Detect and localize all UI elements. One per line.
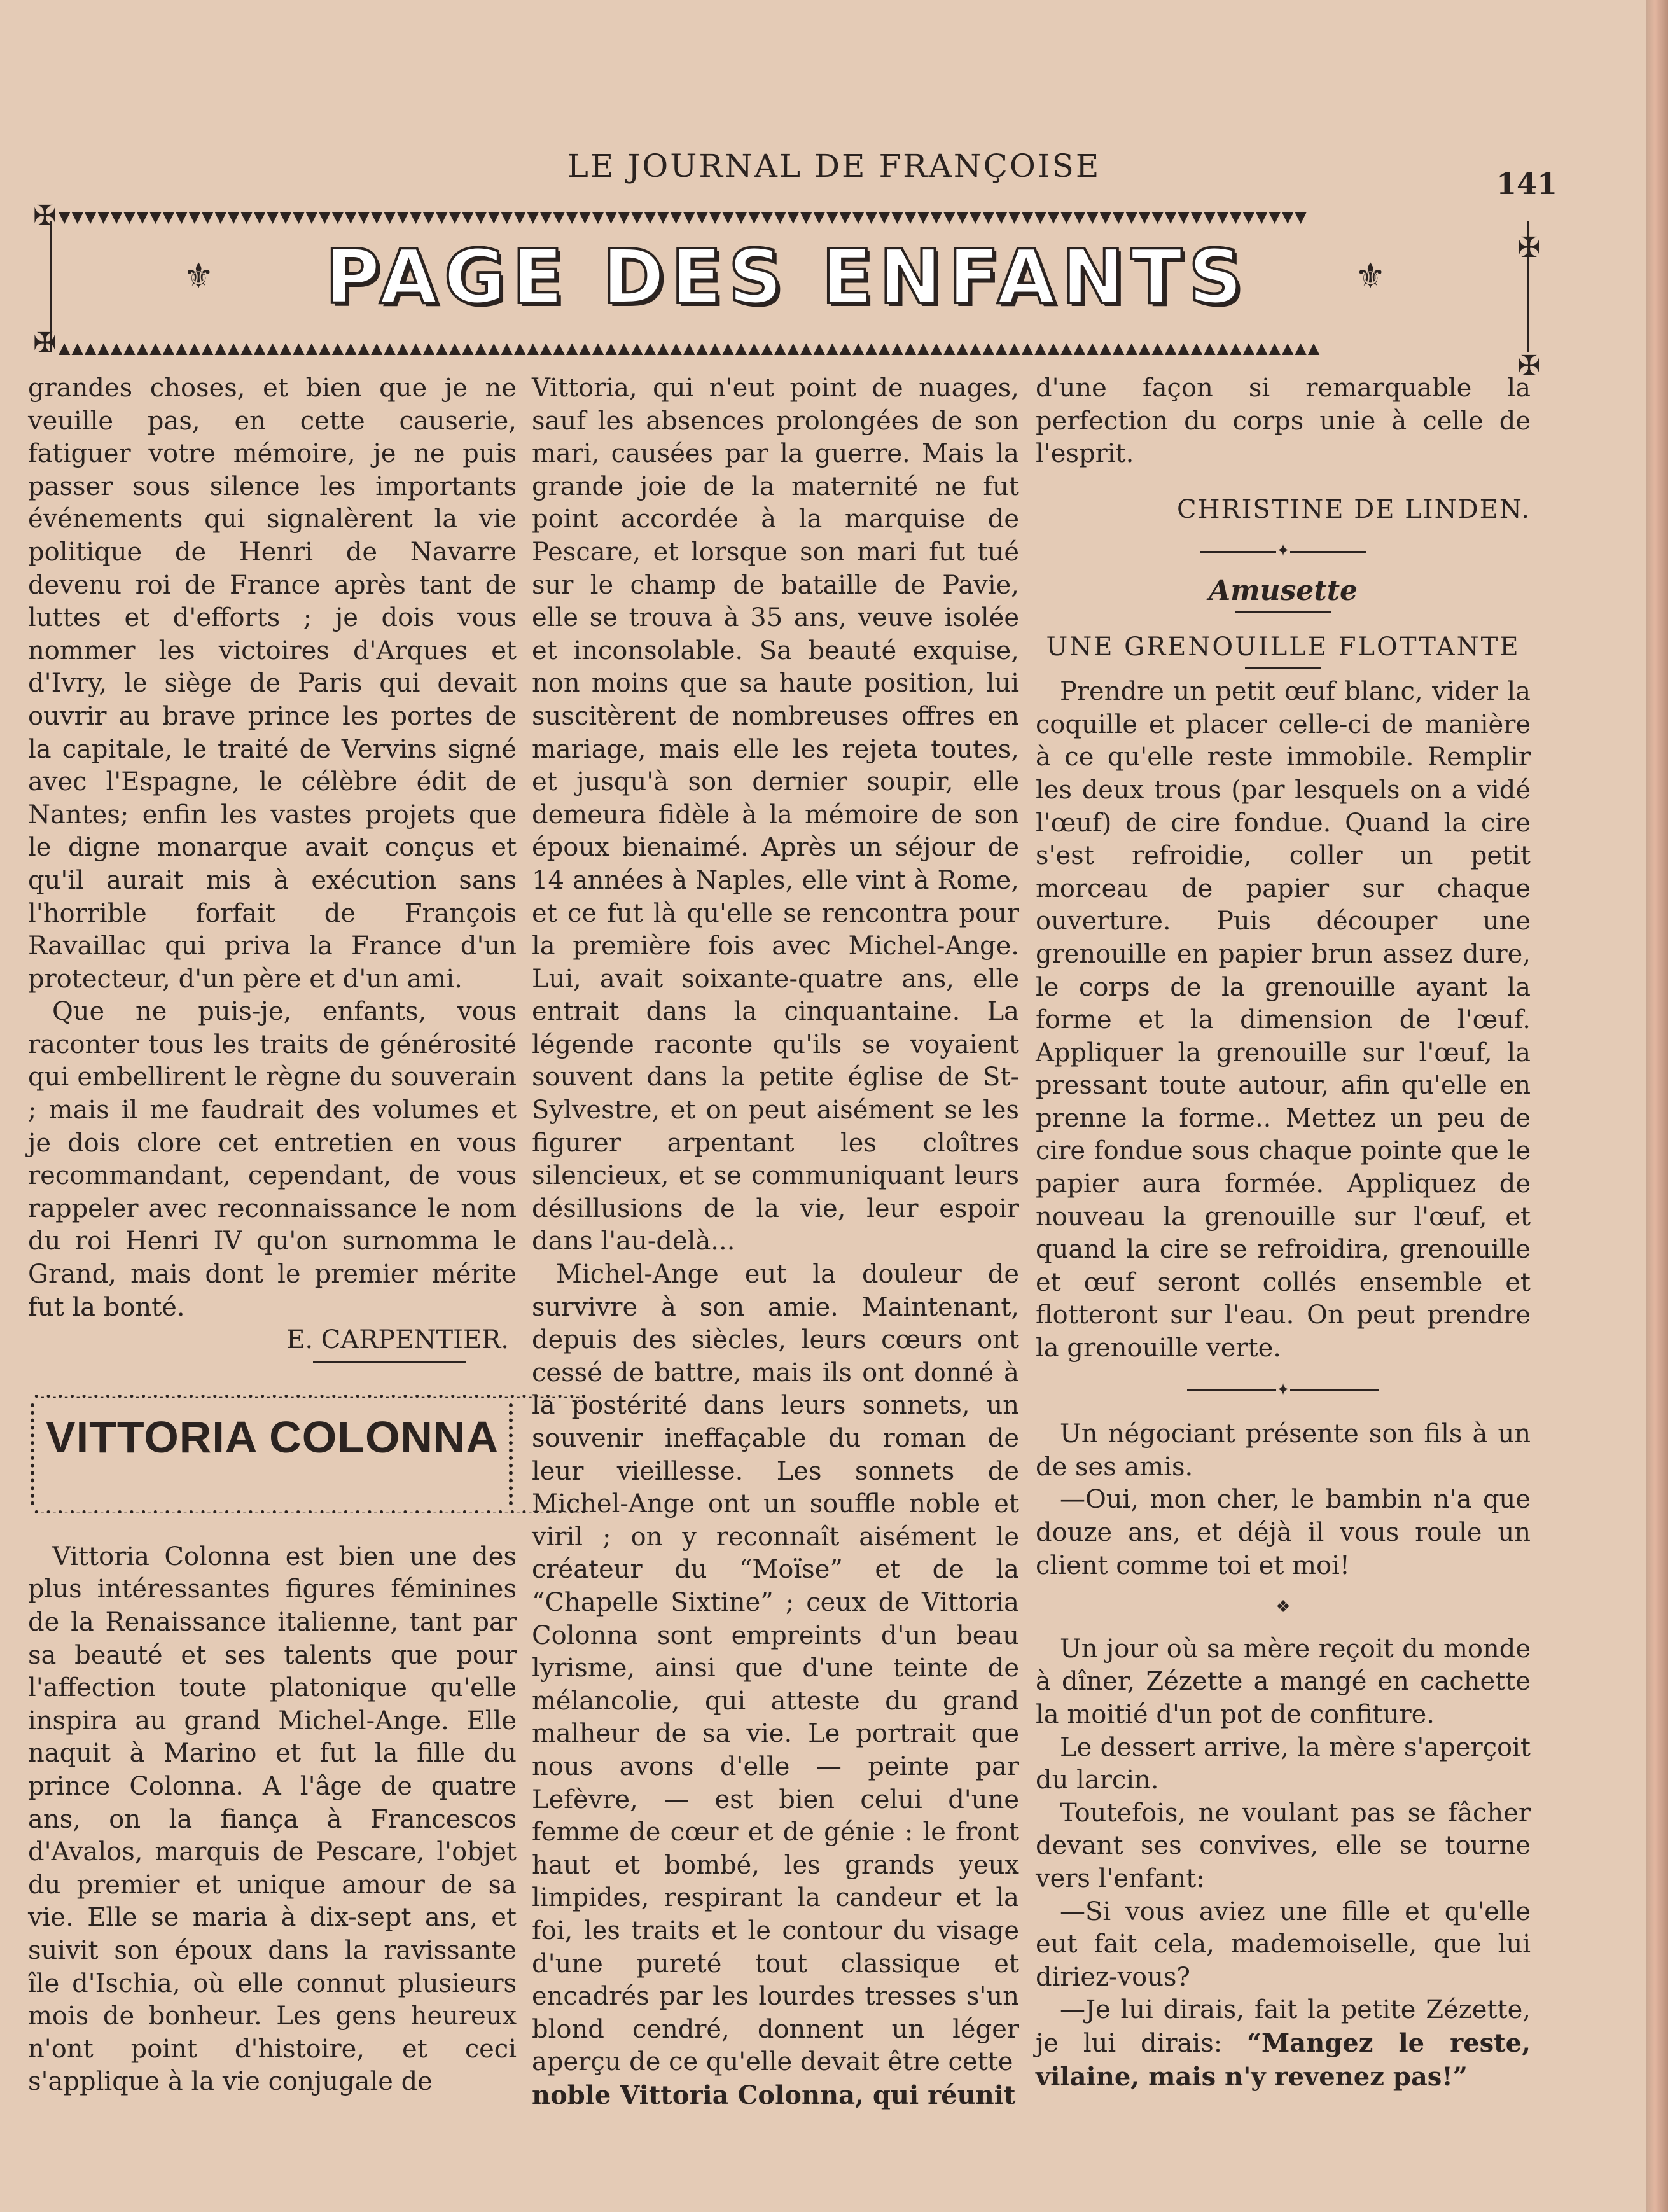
dotted-border-left — [31, 1403, 38, 1505]
column-3 — [1036, 372, 1531, 2094]
article-paragraph: Vittoria Colonna est bien une des plus intéressantes figures féminines de la Renaissance italienne, tant par sa beauté et ses talents que pour l'affection toute platonique qu'elle inspira au grand Michel-Ange. Elle naquit à Marino et fut la fille du prince Colonna. A l'âge de quatre ans, on la fiança à Francescos d'Avalos, marquis de Pescare, l'objet du premier et unique amour de sa vie. Elle se maria à dix-sept ans, et suivit son époux dans la ravissante île d'Ischia, où elle connut plusieurs mois de bonheur. Les gens heureux n'ont point d'histoire, et ceci s'applique à la vie conjugale de — [28, 1541, 517, 2097]
corner-ornament-icon: ✠ — [1517, 350, 1541, 382]
joke-paragraph — [1036, 1994, 1531, 2094]
ornament-divider-icon: ❖ — [1275, 1597, 1291, 1617]
column-2 — [532, 372, 1019, 2111]
joke-paragraph: Un négociant présente son fils à un de ses amis. — [1036, 1419, 1531, 1482]
page-number: 141 — [1496, 167, 1558, 201]
article-paragraph: Michel-Ange eut la douleur de survivre à son amie. Maintenant, depuis des siècles, leurs cœurs ont cessé de battre, mais ils ont donné à la postérité dans leurs sonnets, un souvenir ineffaçable du roman de leur vieillesse. Les sonnets de Michel-Ange ont un souffle noble et viril ; on y reconnaît aisément le créateur du “Moïse” et de la “Chapelle Sixtine” ; ceux de Vittoria Colonna sont empreints d'un beau lyrisme, ainsi que d'une teinte de mélancolie, qui atteste du grand malheur de sa vie. Le portrait que nous avons d'elle — peinte par Lefèvre, — est bien celui d'une femme de cœur et de génie : le front haut et bombé, les grands yeux limpides, respirant la candeur et la foi, les traits et le contour du visage d'une pureté tout classique et encadrés par les lourdes tresses s'un blond cendré, donnent un léger aperçu de ce qu'elle devait être cette — [532, 1260, 1019, 2077]
dotted-border-right — [509, 1403, 517, 1505]
joke-paragraph: —Oui, mon cher, le bambin n'a que douze ans, et déjà il vous roule un client comme toi et moi! — [1036, 1485, 1531, 1580]
joke-paragraph: Toutefois, ne voulant pas se fâcher devant ses convives, elle se tourne vers l'enfant: — [1036, 1798, 1531, 1893]
article-paragraph: Vittoria, qui n'eut point de nuages, sauf les absences prolongées de son mari, causées par la guerre. Mais la grande joie de la maternité ne fut point accordée à la marquise de Pescare, et lorsque son mari fut tué sur le champ de bataille de Pavie, elle se trouva à 35 ans, veuve isolée et inconsolable. Sa beauté exquise, non moins que sa haute position, lui suscitèrent de nombreuses offres en mariage, mais elle les rejeta toutes, et jusqu'à son dernier soupir, elle demeura fidèle à la mémoire de son époux bienaimé. Après un séjour de 14 années à Naples, elle vint à Rome, et ce fut là qu'elle se rencontra pour la première fois avec Michel-Ange. Lui, avait soixante-quatre ans, elle entrait dans la cinquantaine. La légende raconte qu'ils se voyaient souvent dans la petite église de St-Sylvestre, et on peut aisément se les figurer arpentant les cloîtres silencieux, et se communiquant leurs désillusions de la vie, leur espoir dans l'au-delà... — [532, 373, 1019, 1256]
banner-top-ornament: ▼▼▼▼▼▼▼▼▼▼▼▼▼▼▼▼▼▼▼▼▼▼▼▼▼▼▼▼▼▼▼▼▼▼▼▼▼▼▼▼▼▼▼▼▼▼▼▼▼▼▼▼▼▼▼▼▼▼▼▼▼▼▼▼▼▼▼▼▼▼▼▼▼▼▼▼▼▼▼▼▼▼▼▼▼▼▼▼▼▼▼▼▼▼▼▼ — [59, 208, 1308, 226]
page-banner — [33, 200, 1541, 382]
page-edge — [1646, 0, 1668, 2212]
article-author: CHRISTINE DE LINDEN. — [1177, 494, 1531, 524]
dotted-border-top: •‑•‑•‑•‑•‑•‑•‑•‑•‑•‑•‑•‑•‑•‑•‑•‑•‑•‑•‑•‑•‑•‑•‑•‑•‑•‑•‑•‑•‑•‑•‑•‑•‑•‑•‑•‑•‑•‑•‑•‑•‑•‑•‑•‑•‑•‑• — [33, 1389, 588, 1403]
section-title: Amusette — [1208, 574, 1358, 607]
tulip-ornament-icon: ⚜ — [183, 256, 214, 296]
article-paragraph: d'une façon si remarquable la perfection du corps unie à celle de l'esprit. — [1036, 373, 1531, 469]
joke-paragraph: Le dessert arrive, la mère s'aperçoit du larcin. — [1036, 1732, 1531, 1795]
star-divider: ✦ — [1036, 535, 1531, 568]
corner-ornament-icon: ✠ — [33, 327, 57, 359]
joke-punchline: “Mangez le reste, vilaine, mais n'y revenez pas!” — [1036, 2028, 1531, 2092]
dotted-border-bottom: •‑•‑•‑•‑•‑•‑•‑•‑•‑•‑•‑•‑•‑•‑•‑•‑•‑•‑•‑•‑•‑•‑•‑•‑•‑•‑•‑•‑•‑•‑•‑•‑•‑•‑•‑•‑•‑•‑•‑•‑•‑•‑•‑•‑•‑•‑• — [33, 1505, 588, 1519]
article-paragraph: Que ne puis-je, enfants, vous raconter tous les traits de générosité qui embellirent le règne du souverain ; mais il me faudrait des volumes et je dois clore cet entretien en vous recommandant, cependant, de vous rappeler avec reconnaissance le nom du roi Henri IV qu'on surnomma le Grand, mais dont le premier mérite fut la bonté. — [28, 997, 517, 1322]
banner-bottom-ornament: ▲▲▲▲▲▲▲▲▲▲▲▲▲▲▲▲▲▲▲▲▲▲▲▲▲▲▲▲▲▲▲▲▲▲▲▲▲▲▲▲▲▲▲▲▲▲▲▲▲▲▲▲▲▲▲▲▲▲▲▲▲▲▲▲▲▲▲▲▲▲▲▲▲▲▲▲▲▲▲▲▲▲▲▲▲▲▲▲▲▲▲▲▲▲▲▲▲ — [59, 339, 1321, 357]
article-paragraph: grandes choses, et bien que je ne veuille pas, en cette causerie, fatiguer votre mémoire, je ne puis passer sous silence les importants événements qui signalèrent la vie politique de Henri de Navarre devenu roi de France après tant de luttes et d'efforts ; je dois vous nommer les victoires d'Arques et d'Ivry, le siège de Paris qui devait ouvrir au brave prince les portes de la capitale, le traité de Vervins signé avec l'Espagne, le célèbre édit de Nantes; enfin les vastes projets que le digne monarque avait conçus et qu'il aurait mis à exécution sans l'horrible forfait de François Ravaillac qui priva la France d'un protecteur, d'un père et d'un ami. — [28, 373, 517, 994]
recipe-paragraph: Prendre un petit œuf blanc, vider la coquille et placer celle-ci de manière à ce qu'elle reste immobile. Remplir les deux trous (par lesquels on a vidé l'œuf) de cire fondue. Quand la cire s'est refroidie, coller un petit morceau de papier sur chaque ouverture. Puis découper une grenouille en papier brun assez dure, le corps de la grenouille ayant la forme et la dimension de l'œuf. Appliquer la grenouille sur l'œuf, la pressant toute autour, afin qu'elle en prenne la forme.. Mettez un peu de cire fondue sous chaque pointe que le papier aura formée. Appliquez de nouveau la grenouille sur l'œuf, et quand la cire se refroidira, grenouille et œuf seront collés ensemble et flotteront sur l'eau. On peut prendre la grenouille verte. — [1036, 677, 1531, 1363]
star-divider: ✦ — [1036, 1374, 1531, 1407]
banner-title: PAGE DES ENFANTS — [324, 233, 1249, 321]
recipe-title: UNE GRENOUILLE FLOTTANTE — [1046, 632, 1520, 662]
journal-header: LE JOURNAL DE FRANÇOISE — [567, 148, 1101, 184]
title-rule — [1235, 611, 1331, 613]
signature-rule — [313, 1361, 466, 1363]
joke-paragraph: —Si vous aviez une fille et qu'elle eut fait cela, mademoiselle, que lui diriez-vous? — [1036, 1896, 1531, 1992]
joke-text: —Je lui dirais, fait la petite Zézette, je lui dirais: — [1036, 1995, 1531, 2058]
corner-ornament-icon: ✠ — [33, 200, 57, 232]
section-title: VITTORIA COLONNA — [45, 1412, 499, 1462]
article-bold-line: noble Vittoria Colonna, qui réunit — [532, 2080, 1016, 2110]
corner-ornament-icon: ✠ — [1517, 232, 1541, 264]
vittoria-heading-box — [28, 1382, 588, 1526]
title-rule — [1245, 667, 1321, 669]
article-signature: E. CARPENTIER. — [286, 1325, 509, 1355]
column-1 — [28, 372, 588, 2099]
tulip-ornament-icon: ⚜ — [1355, 256, 1386, 296]
joke-paragraph: Un jour où sa mère reçoit du monde à dîner, Zézette a mangé en cachette la moitié d'un pot de confiture. — [1036, 1634, 1531, 1729]
